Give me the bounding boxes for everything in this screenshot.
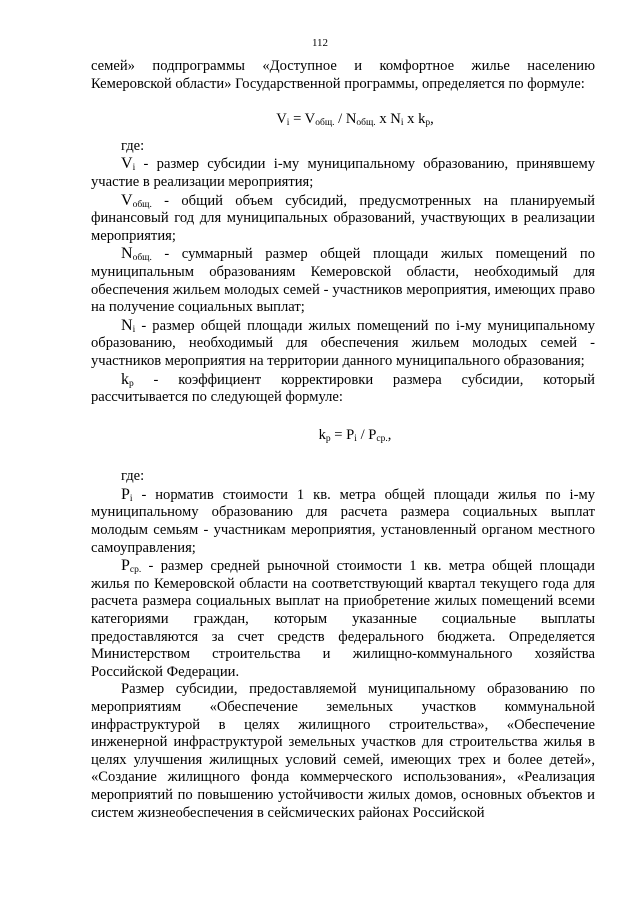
definition-p-i: $P_i$ - норматив стоимости 1 кв. метра общей площади жилья по i-му муниципальному образованию для расчета размера социальных выплат молодым семьям - участникам мероприятия, установленный органом местного самоуправления; (91, 485, 595, 556)
definition-p-avg: $P_{ср.}$ - размер средней рыночной стоимости 1 кв. метра общей площади жилья по Кемеровской области на соответствующий квартал текущего года для расчета размера социальных выплат на приобретение жилых помещений всеми категориями граждан, которым указанные социальные выплаты предоставляются за счет средств федерального бюджета. Определяется Министерством строительства и жилищно-коммунального хозяйства Российской Федерации. (91, 557, 595, 680)
subsidy-paragraph: Размер субсидии, предоставляемой муниципальному образованию по мероприятиям «Обеспечение земельных участков коммунальной инфраструктурой в целях жилищного строительства», «Обеспечение инженерной инфраструктурой земельных участков для строительства жилья в целях улучшения жилищных условий семей, имеющих трех и более детей», «Создание жилищного фонда коммерческого использования», «Реализация мероприятий по повышению устойчивости жилых домов, основных объектов и систем жизнеобеспечения в сейсмических районах Российской (91, 681, 595, 821)
definition-n-total: $N_{общ.}$ - суммарный размер общей площади жилых помещений по муниципальным образованиям Кемеровской области, необходимый для обеспечения жильем молодых семей - участников мероприятия, имеющих право на получение социальных выплат; (91, 245, 595, 316)
definition-v-i: $V_i$ - размер субсидии i-му муниципальному образованию, принявшему участие в реализации мероприятия; (91, 155, 595, 190)
where-label-2: где: (121, 468, 145, 485)
document-body (91, 58, 595, 822)
definition-k-p: $k_р$ - коэффициент корректировки размера субсидии, который рассчитывается по следующей формуле: (91, 370, 595, 406)
formula-subsidy: $V_i = V_{общ.} / N_{общ.}$ х $N_i$ х $k_р$, (276, 111, 434, 129)
where-label: где: (121, 137, 145, 154)
page-number: 112 (311, 37, 329, 49)
definition-v-total: $V_{общ.}$ - общий объем субсидий, предусмотренных на планируемый финансовый год для муниципальных образований, участвующих в реализации мероприятия; (91, 191, 595, 244)
intro-paragraph: семей» подпрограммы «Доступное и комфортное жилье населению Кемеровской области» Государственной программы, определяется по формуле: (91, 58, 595, 92)
formula-coefficient: $k_р = P_i / P_{ср.}$, (318, 426, 392, 444)
definition-n-i: $N_i$ - размер общей площади жилых помещений по i-му муниципальному образованию, необходимый для обеспечения жильем молодых семей - участников мероприятия на территории данного муниципального образования; (91, 316, 595, 369)
